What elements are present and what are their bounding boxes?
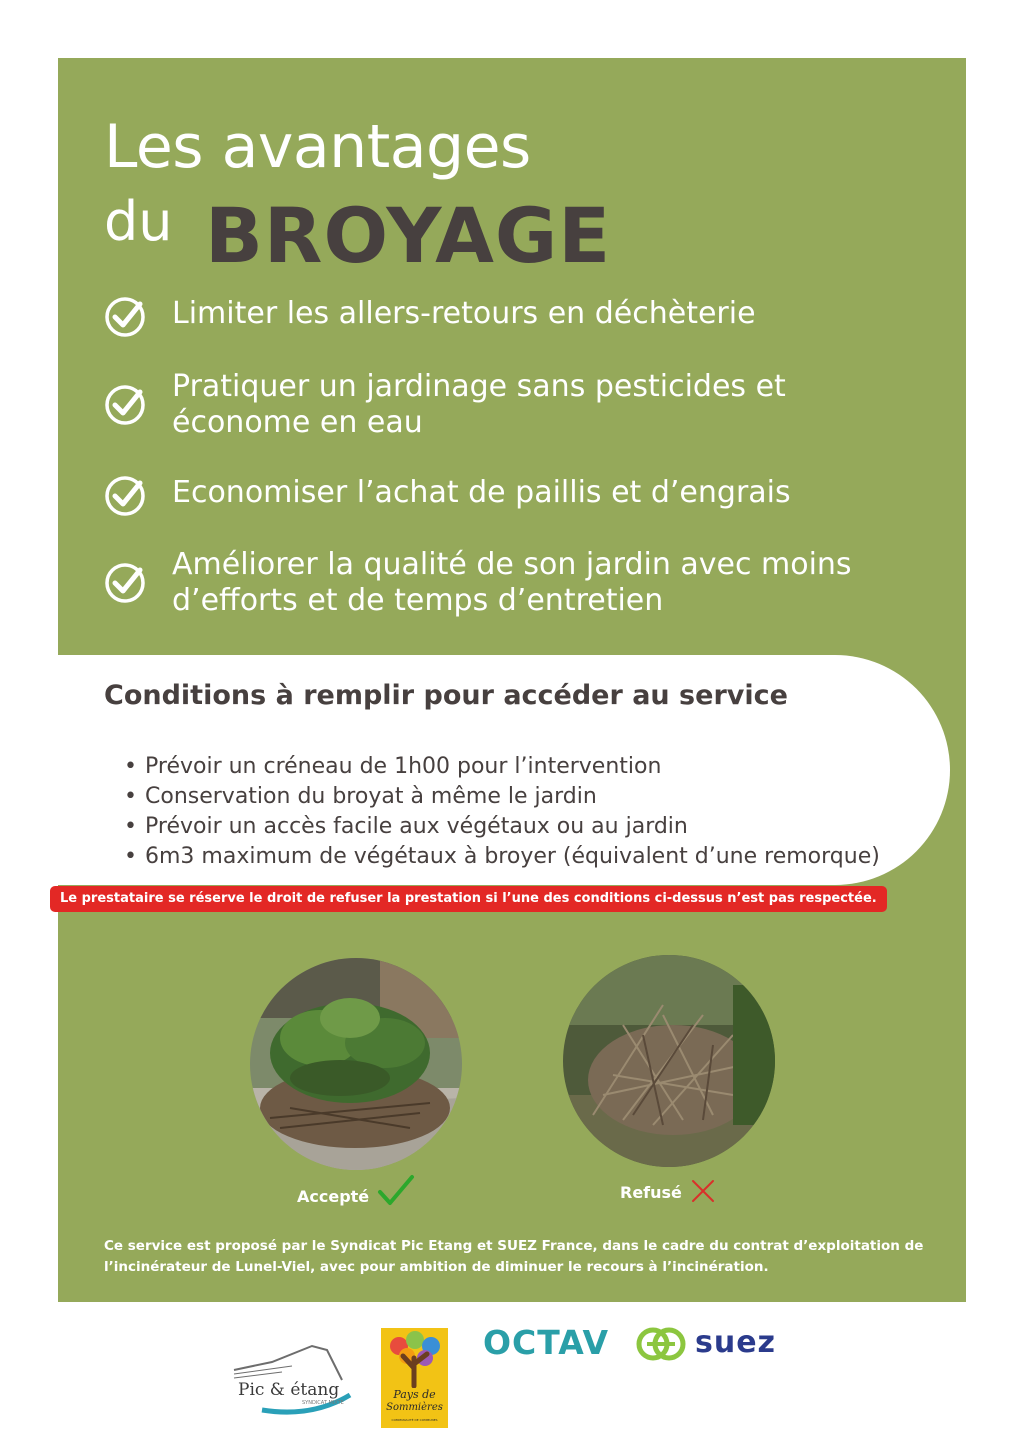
list-item: • Prévoir un accès facile aux végétaux ou au jardin — [124, 814, 688, 839]
warning-banner: Le prestataire se réserve le droit de refuser la prestation si l’une des conditions ci-dessus n’est pas respectée. — [50, 886, 887, 912]
suez-symbol-icon — [633, 1323, 691, 1365]
check-circle-icon — [104, 562, 146, 604]
list-item: • Prévoir un créneau de 1h00 pour l’intervention — [124, 754, 662, 779]
advantage-text: Pratiquer un jardinage sans pesticides et économe en eau — [172, 369, 786, 440]
check-icon — [377, 1174, 415, 1208]
suez-logo: suez — [633, 1323, 778, 1367]
pays-de-sommieres-logo: Pays de Sommières COMMUNAUTÉ DE COMMUNES — [381, 1328, 448, 1428]
accepted-photo — [250, 958, 462, 1170]
check-circle-icon — [104, 384, 146, 426]
refused-label: Refusé — [620, 1183, 682, 1202]
title-du: du — [104, 190, 173, 253]
tree-icon — [381, 1328, 448, 1388]
refused-photo — [563, 955, 775, 1167]
check-circle-icon — [104, 296, 146, 338]
list-item: • Conservation du broyat à même le jardin — [124, 784, 597, 809]
advantage-text: Limiter les allers-retours en déchèterie — [172, 296, 756, 331]
cross-icon — [690, 1178, 716, 1204]
title-line-1: Les avantages — [104, 112, 531, 182]
check-circle-icon — [104, 475, 146, 517]
accepted-label: Accepté — [297, 1187, 370, 1206]
conditions-title: Conditions à remplir pour accéder au service — [104, 680, 788, 711]
list-item: • 6m3 maximum de végétaux à broyer (équivalent d’une remorque) — [124, 844, 880, 869]
footnote-text: Ce service est proposé par le Syndicat Pic Etang et SUEZ France, dans le cadre du contrat d’exploitation de l’incinérateur de Lunel-Viel, avec pour ambition de diminuer le recours à l’incinération. — [104, 1238, 924, 1275]
title-broyage: BROYAGE — [205, 191, 612, 280]
pic-etang-logo: Pic & étang SYNDICAT MIXTE — [232, 1340, 354, 1420]
advantage-text: Améliorer la qualité de son jardin avec moins d’efforts et de temps d’entretien — [172, 547, 852, 618]
conditions-list — [124, 752, 880, 872]
advantage-text: Economiser l’achat de paillis et d’engrais — [172, 475, 791, 510]
octav-logo: OCTAV — [483, 1323, 610, 1362]
